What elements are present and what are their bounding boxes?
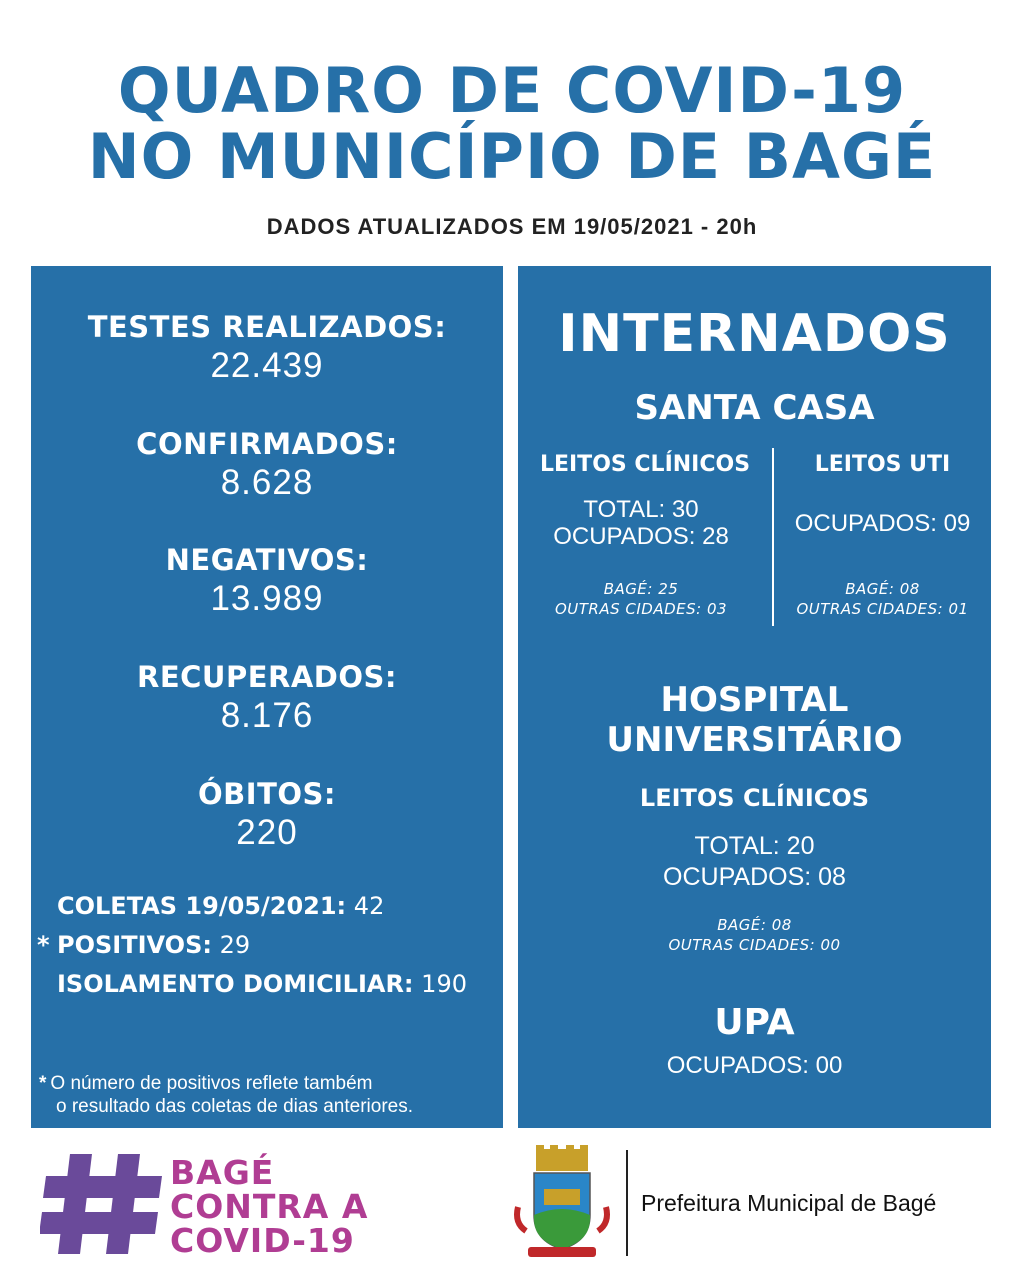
- city-crest-icon: [510, 1145, 614, 1264]
- hu-title-line-1: HOSPITAL: [660, 680, 849, 720]
- upa-ocupados: OCUPADOS: 00: [666, 1052, 843, 1079]
- sc-clinicos-values: [518, 496, 764, 550]
- asterisk-marker: *: [39, 1073, 47, 1094]
- stat-label: ÓBITOS:: [198, 777, 336, 811]
- hu-outras: OUTRAS CIDADES: 00: [668, 936, 841, 954]
- stat-negativos: [31, 543, 503, 619]
- update-timestamp: DADOS ATUALIZADOS EM 19/05/2021 - 20h: [266, 214, 758, 239]
- hu-total: TOTAL: 20: [694, 832, 815, 860]
- footnote-line-2: o resultado das coletas de dias anteriores.: [56, 1096, 413, 1117]
- sc-uti-head: LEITOS UTI: [814, 452, 951, 477]
- coletas-label: COLETAS 19/05/2021:: [57, 892, 347, 920]
- footnote: [39, 1072, 413, 1118]
- stat-label: RECUPERADOS:: [136, 660, 398, 694]
- positivos-row: [37, 931, 251, 959]
- stat-value: 22.439: [210, 346, 324, 385]
- campaign-line-2: CONTRA A: [170, 1187, 369, 1226]
- hu-bage: BAGÉ: 08: [717, 916, 792, 934]
- stat-recuperados: [31, 660, 503, 736]
- isolamento-row: [57, 970, 467, 998]
- campaign-line-1: BAGÉ: [170, 1153, 275, 1192]
- sc-clinicos-outras: OUTRAS CIDADES: 03: [554, 600, 728, 618]
- stat-confirmados: [31, 427, 503, 503]
- stat-value: 220: [236, 813, 298, 852]
- prefeitura-name: Prefeitura Municipal de Bagé: [641, 1190, 937, 1216]
- hu-values: [518, 831, 991, 893]
- stat-label: CONFIRMADOS:: [136, 427, 398, 461]
- hu-title-line-2: UNIVERSITÁRIO: [606, 720, 903, 760]
- stat-label: TESTES REALIZADOS:: [87, 310, 447, 344]
- isolamento-label: ISOLAMENTO DOMICILIAR:: [57, 970, 414, 998]
- hashtag-icon: [40, 1150, 165, 1258]
- santa-casa-title: SANTA CASA: [634, 388, 875, 428]
- upa-title: UPA: [714, 1002, 795, 1043]
- stat-value: 8.628: [220, 463, 314, 502]
- hu-breakdown: [518, 915, 991, 955]
- asterisk-marker: *: [37, 931, 50, 959]
- coletas-row: [57, 892, 384, 920]
- sc-uti-ocupados: OCUPADOS: 09: [794, 510, 971, 537]
- sc-uti-breakdown: [774, 579, 991, 619]
- hu-ocupados: OCUPADOS: 08: [663, 863, 846, 891]
- stats-panel: [31, 266, 503, 1128]
- campaign-text: [170, 1153, 369, 1260]
- internados-title: INTERNADOS: [558, 304, 951, 364]
- positivos-value: 29: [219, 931, 251, 959]
- stat-value: 13.989: [210, 579, 324, 618]
- internados-panel: [518, 266, 991, 1128]
- footnote-line-1: O número de positivos reflete também: [50, 1073, 373, 1094]
- stat-value: 8.176: [220, 696, 314, 735]
- positivos-label: POSITIVOS:: [57, 931, 212, 959]
- sc-clinicos-bage: BAGÉ: 25: [603, 580, 679, 598]
- hu-clinicos-head: LEITOS CLÍNICOS: [639, 784, 870, 812]
- campaign-logo: [40, 1150, 370, 1260]
- sc-clinicos-head: LEITOS CLÍNICOS: [539, 452, 751, 477]
- title-line-1: QUADRO DE COVID-19: [117, 54, 907, 127]
- footer-divider: [626, 1150, 628, 1256]
- sc-clinicos-total: TOTAL: 30: [583, 496, 699, 523]
- coletas-value: 42: [353, 892, 385, 920]
- sc-clinicos-ocupados: OCUPADOS: 28: [553, 523, 729, 550]
- stat-label: NEGATIVOS:: [165, 543, 369, 577]
- title-line-2: NO MUNICÍPIO DE BAGÉ: [87, 120, 937, 193]
- hu-title: [518, 680, 991, 760]
- isolamento-value: 190: [421, 970, 467, 998]
- stat-obitos: [31, 777, 503, 853]
- sc-uti-outras: OUTRAS CIDADES: 01: [796, 600, 969, 618]
- campaign-line-3: COVID-19: [170, 1221, 355, 1260]
- page-title: [0, 54, 1024, 193]
- sc-uti-bage: BAGÉ: 08: [845, 580, 920, 598]
- stat-testes: [31, 310, 503, 386]
- sc-clinicos-breakdown: [518, 579, 764, 619]
